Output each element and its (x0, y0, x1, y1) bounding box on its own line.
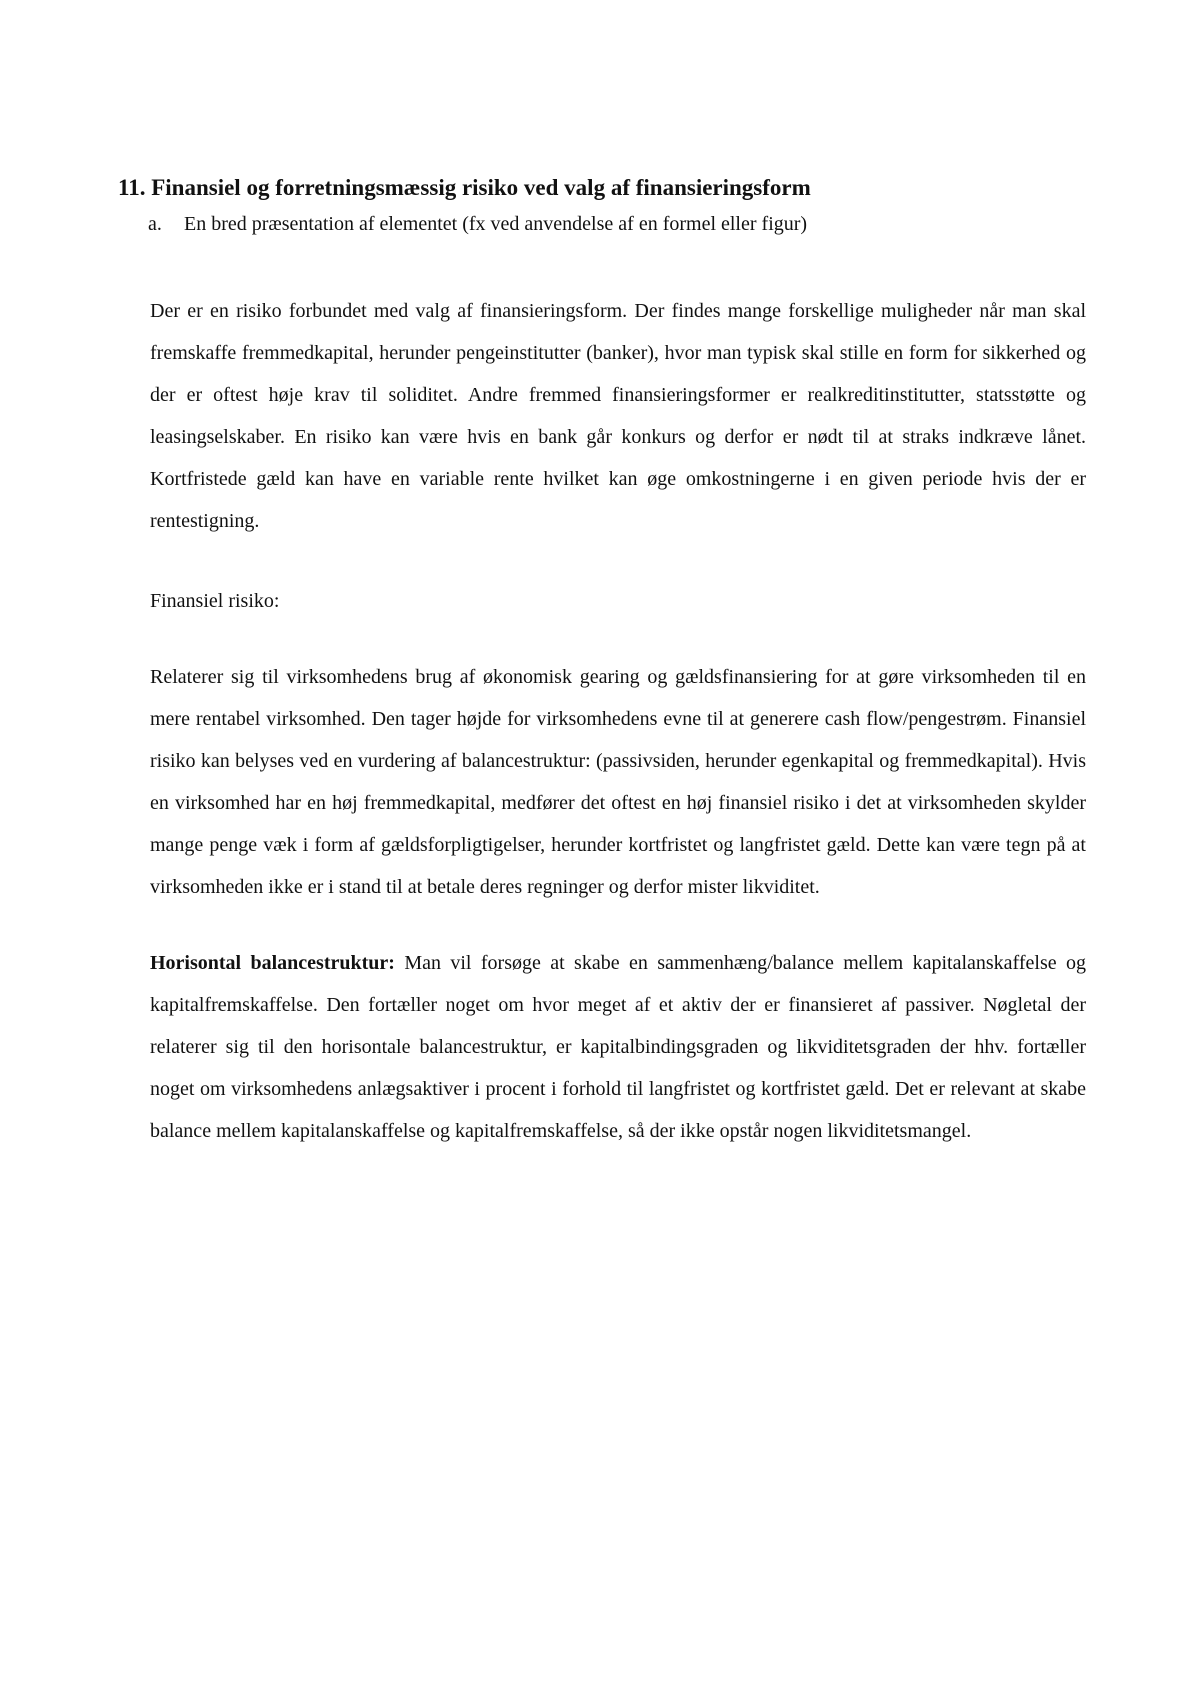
horizontal-balance-text: Man vil forsøge at skabe en sammenhæng/balance mellem kapitalanskaffelse og kapitalfremskaffelse. Den fortæller noget om hvor meget af et aktiv der er finansieret af passiver. Nøgletal der relaterer sig til den horisontale balancestruktur, er kapitalbindingsgraden og likviditetsgraden der hhv. fortæller noget om virksomhedens anlægsaktiver i procent i forhold til langfristet og kortfristet gæld. Det er relevant at skabe balance mellem kapitalanskaffelse og kapitalfremskaffelse, så der ikke opstår nogen likviditetsmangel. (150, 952, 1086, 1142)
financial-risk-paragraph: Relaterer sig til virksomhedens brug af økonomisk gearing og gældsfinansiering for at gøre virksomheden til en mere rentabel virksomhed. Den tager højde for virksomhedens evne til at generere cash flow/pengestrøm. Finansiel risiko kan belyses ved en vurdering af balancestruktur: (passivsiden, herunder egenkapital og fremmedkapital). Hvis en virksomhed har en høj fremmedkapital, medfører det oftest en høj finansiel risiko i det at virksomheden skylder mange penge væk i form af gældsforpligtigelser, herunder kortfristet og langfristet gæld. Dette kan være tegn på at virksomheden ikke er i stand til at betale deres regninger og derfor mister likviditet. (150, 666, 1086, 898)
document-content (118, 170, 1086, 1152)
horizontal-balance-label: Horisontal balancestruktur: (150, 952, 395, 974)
intro-paragraph: Der er en risiko forbundet med valg af finansieringsform. Der findes mange forskellige muligheder når man skal fremskaffe fremmedkapital, herunder pengeinstitutter (banker), hvor man typisk skal stille en form for sikkerhed og der er oftest høje krav til soliditet. Andre fremmed finansieringsformer er realkreditinstitutter, statsstøtte og leasingselskaber. En risiko kan være hvis en bank går konkurs og derfor er nødt til at straks indkræve lånet. Kortfristede gæld kan have en variable rente hvilket kan øge omkostningerne i en given periode hvis der er rentestigning. (150, 300, 1086, 532)
section-heading: 11. Finansiel og forretningsmæssig risiko ved valg af finansieringsform (118, 175, 811, 200)
horizontal-balance-paragraph (150, 942, 1086, 1152)
document-body (150, 290, 1086, 1152)
sub-item-a (148, 206, 1086, 242)
sub-item-marker: a. (148, 213, 162, 235)
financial-risk-label: Finansiel risiko: (150, 590, 280, 612)
sub-item-text: En bred præsentation af elementet (fx ved anvendelse af en formel eller figur) (184, 213, 808, 235)
